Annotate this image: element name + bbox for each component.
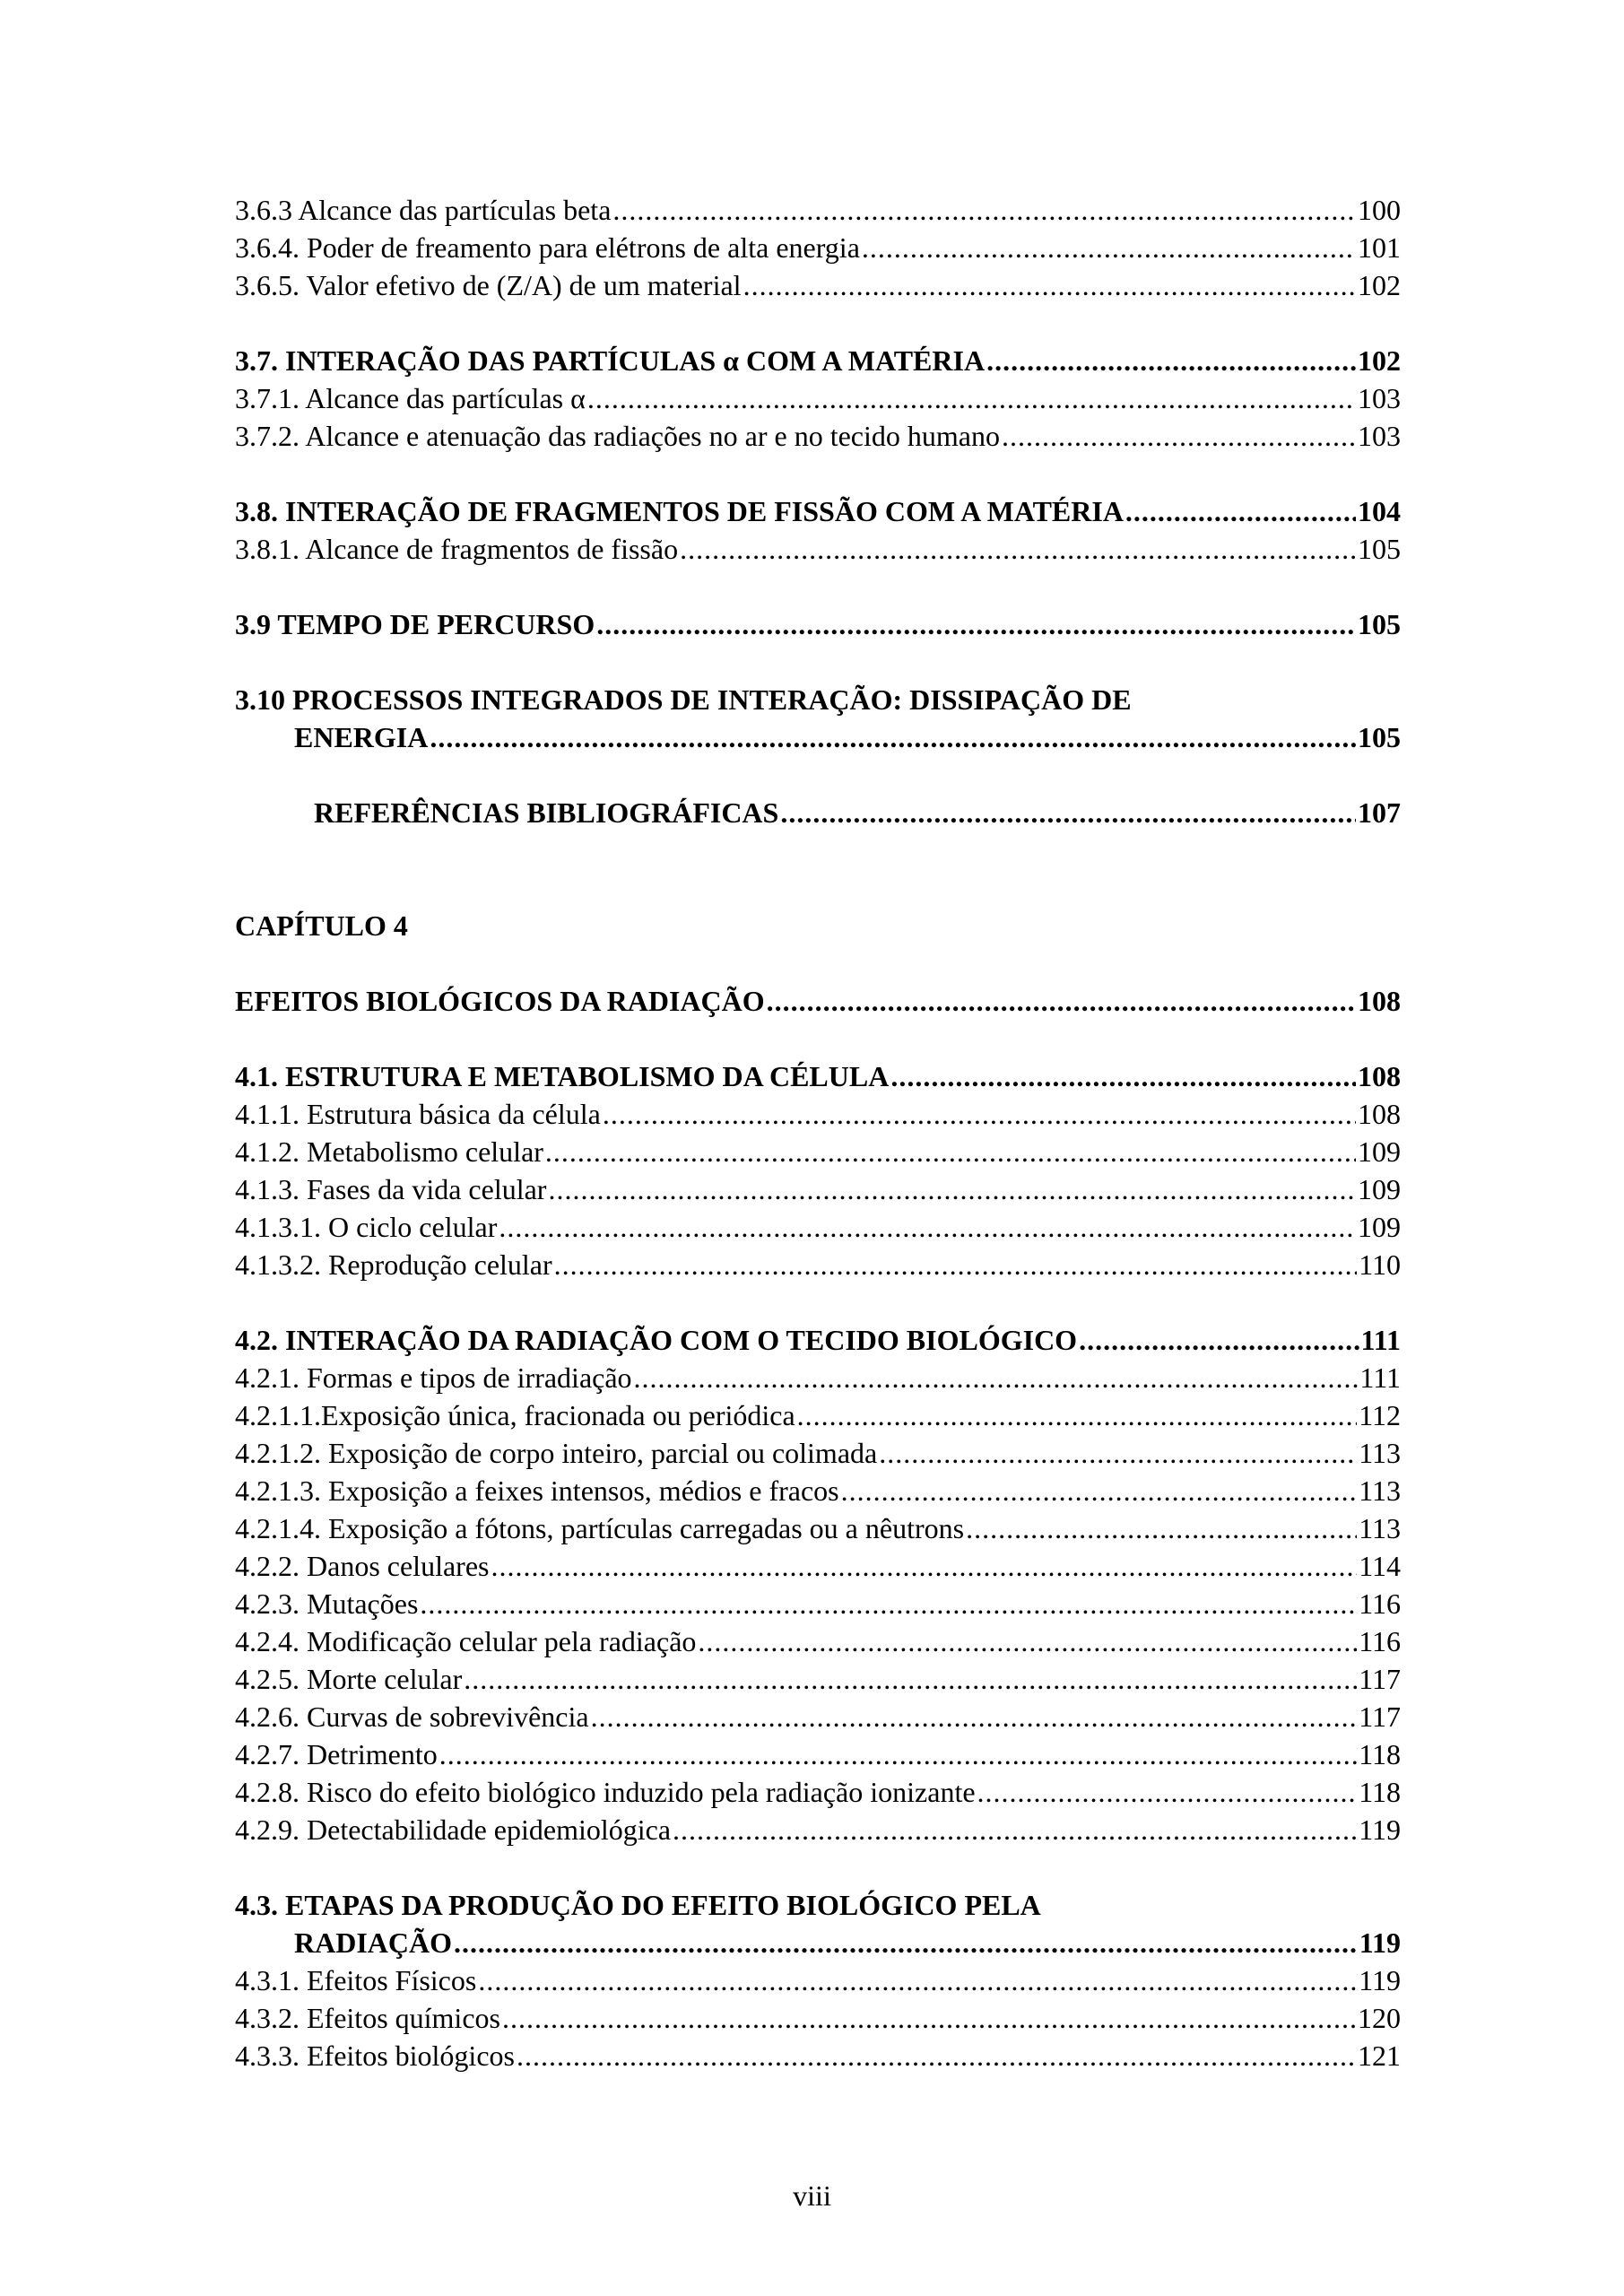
toc-entry-label: 3.7.2. Alcance e atenuação das radiações no ar e no tecido humano — [235, 420, 1000, 452]
dot-leader — [612, 191, 1356, 229]
dot-leader — [698, 1622, 1357, 1660]
toc-section-entry — [235, 1924, 1401, 1961]
toc-entry-page: 108 — [1358, 985, 1401, 1017]
toc-entry-label: 4.2.1. Formas e tipos de irradiação — [235, 1361, 632, 1394]
dot-leader — [841, 1472, 1358, 1509]
spacer — [235, 455, 1401, 492]
toc-entry-page: 119 — [1359, 1926, 1401, 1959]
dot-leader — [797, 1396, 1358, 1434]
toc-entry — [235, 1999, 1401, 2037]
spacer — [235, 1283, 1401, 1321]
toc-section-entry — [235, 718, 1401, 756]
dot-leader — [491, 1547, 1357, 1585]
toc-section-entry — [235, 605, 1401, 643]
dot-leader — [439, 1735, 1357, 1773]
toc-entry — [235, 1095, 1401, 1133]
spacer — [235, 304, 1401, 342]
toc-entry — [235, 1170, 1401, 1208]
toc-entry-label: 3.6.5. Valor efetivo de (Z/A) de um material — [235, 269, 742, 301]
toc-entry — [235, 417, 1401, 455]
toc-entry — [235, 1622, 1401, 1660]
toc-entry-label: EFEITOS BIOLÓGICOS DA RADIAÇÃO — [235, 985, 765, 1017]
toc-entry-page: 113 — [1359, 1437, 1401, 1469]
dot-leader — [680, 530, 1356, 568]
chapter-heading: CAPÍTULO 4 — [235, 909, 408, 942]
dot-leader — [1002, 417, 1356, 455]
toc-entry-page: 109 — [1358, 1135, 1401, 1168]
toc-entry-label: 4.2.5. Morte celular — [235, 1663, 463, 1695]
toc-entry-label: 4.1.2. Metabolismo celular — [235, 1135, 543, 1168]
toc-entry — [235, 1208, 1401, 1246]
dot-leader — [587, 379, 1356, 417]
toc-entry-label: 4.1.3.2. Reprodução celular — [235, 1248, 552, 1281]
toc-entry-label: 4.2.7. Detrimento — [235, 1738, 438, 1770]
toc-section-entry — [235, 492, 1401, 530]
dot-leader — [545, 1133, 1356, 1170]
toc-entry-label: 4.3.3. Efeitos biológicos — [235, 2039, 515, 2072]
toc-entry-page: 108 — [1358, 1060, 1401, 1092]
toc-entry-label: 4.1.3.1. O ciclo celular — [235, 1211, 498, 1243]
toc-entry-page: 109 — [1358, 1173, 1401, 1205]
toc-entry — [235, 1811, 1401, 1848]
toc-entry-page: 105 — [1358, 721, 1401, 753]
spacer — [235, 756, 1401, 794]
toc-entry-label: 3.6.4. Poder de freamento para elétrons de alta energia — [235, 231, 860, 264]
dot-leader — [430, 718, 1356, 756]
toc-entry — [235, 266, 1401, 304]
dot-leader — [767, 982, 1356, 1020]
spacer — [235, 944, 1401, 982]
toc-entry-label: 4.2.1.4. Exposição a fótons, partículas carregadas ou a nêutrons — [235, 1512, 965, 1544]
toc-entry — [235, 1509, 1401, 1547]
dot-leader — [478, 1961, 1357, 1999]
toc-entry-page: 101 — [1358, 231, 1401, 264]
dot-leader — [603, 1095, 1356, 1133]
toc-entry-label: RADIAÇÃO — [294, 1926, 452, 1959]
toc-entry-page: 110 — [1359, 1248, 1401, 1281]
toc-entry-page: 107 — [1358, 796, 1401, 829]
toc-entry-label: ENERGIA — [294, 721, 429, 753]
toc-entry-page: 120 — [1358, 2002, 1401, 2034]
toc-entry-label: 4.2.2. Danos celulares — [235, 1550, 490, 1582]
dot-leader — [502, 1999, 1356, 2037]
dot-leader — [420, 1585, 1357, 1622]
toc-section-heading-line: 4.3. ETAPAS DA PRODUÇÃO DO EFEITO BIOLÓGICO PELA — [235, 1889, 1041, 1921]
toc-entry-page: 114 — [1359, 1550, 1401, 1582]
toc-entry-page: 109 — [1358, 1211, 1401, 1243]
dot-leader — [673, 1811, 1357, 1848]
toc-entry-label: 4.2.4. Modificação celular pela radiação — [235, 1625, 697, 1657]
toc-entry-label: 3.7. INTERAÇÃO DAS PARTÍCULAS α COM A MATÉRIA — [235, 344, 986, 377]
toc-entry — [235, 229, 1401, 266]
dot-leader — [499, 1208, 1356, 1246]
toc-entry-label: 4.3.2. Efeitos químicos — [235, 2002, 500, 2034]
dot-leader — [780, 794, 1356, 831]
toc-entry-page: 100 — [1358, 194, 1401, 226]
toc-entry — [235, 1547, 1401, 1585]
toc-entry-label: 4.2.1.1.Exposição única, fracionada ou periódica — [235, 1399, 795, 1431]
toc-entry — [235, 1735, 1401, 1773]
dot-leader — [986, 342, 1356, 379]
spacer — [235, 831, 1401, 869]
toc-entry-label: 3.9 TEMPO DE PERCURSO — [235, 608, 595, 640]
toc-entry-label: 3.7.1. Alcance das partículas α — [235, 382, 586, 414]
dot-leader — [966, 1509, 1357, 1547]
toc-entry-label: 4.2.1.3. Exposição a feixes intensos, médios e fracos — [235, 1474, 839, 1507]
table-of-contents — [235, 191, 1401, 2074]
dot-leader — [743, 266, 1356, 304]
toc-section-entry — [235, 342, 1401, 379]
toc-entry-page: 105 — [1358, 533, 1401, 565]
toc-entry-label: 4.1. ESTRUTURA E METABOLISMO DA CÉLULA — [235, 1060, 890, 1092]
toc-entry — [235, 530, 1401, 568]
spacer — [235, 1848, 1401, 1886]
dot-leader — [454, 1924, 1358, 1961]
toc-entry — [235, 1660, 1401, 1698]
toc-entry — [235, 1359, 1401, 1396]
toc-entry-label: 4.2.6. Curvas de sobrevivência — [235, 1700, 589, 1733]
toc-entry — [235, 2037, 1401, 2074]
toc-entry-page: 103 — [1358, 382, 1401, 414]
toc-entry — [235, 1133, 1401, 1170]
spacer — [235, 869, 1401, 907]
toc-entry-label: 4.3.1. Efeitos Físicos — [235, 1964, 477, 1996]
toc-entry-page: 119 — [1359, 1964, 1401, 1996]
toc-entry-label: 4.2.3. Mutações — [235, 1587, 419, 1620]
toc-entry-page: 119 — [1359, 1813, 1401, 1846]
spacer — [235, 643, 1401, 681]
dot-leader — [862, 229, 1356, 266]
dot-leader — [591, 1698, 1358, 1735]
toc-entry-page: 112 — [1359, 1399, 1401, 1431]
toc-entry-page: 116 — [1359, 1625, 1401, 1657]
toc-section-heading-line: 3.10 PROCESSOS INTEGRADOS DE INTERAÇÃO: DISSIPAÇÃO DE — [235, 683, 1132, 716]
toc-entry — [235, 1396, 1401, 1434]
page-number: viii — [793, 2179, 831, 2212]
toc-entry-page: 104 — [1358, 495, 1401, 527]
spacer — [235, 1020, 1401, 1057]
dot-leader — [890, 1057, 1356, 1095]
toc-chapter-entry — [235, 982, 1401, 1020]
toc-entry-page: 105 — [1358, 608, 1401, 640]
toc-entry-page: 116 — [1359, 1587, 1401, 1620]
toc-entry-page: 108 — [1358, 1098, 1401, 1130]
toc-entry-label: 4.2.8. Risco do efeito biológico induzido pela radiação ionizante — [235, 1776, 976, 1808]
toc-entry-page: 113 — [1359, 1512, 1401, 1544]
toc-entry-page: 111 — [1360, 1324, 1401, 1356]
toc-entry-page: 118 — [1359, 1738, 1401, 1770]
toc-entry-label: REFERÊNCIAS BIBLIOGRÁFICAS — [314, 796, 779, 829]
toc-entry-label: 4.2.1.2. Exposição de corpo inteiro, parcial ou colimada — [235, 1437, 878, 1469]
toc-entry-page: 102 — [1358, 269, 1401, 301]
toc-entry-label: 4.2. INTERAÇÃO DA RADIAÇÃO COM O TECIDO BIOLÓGICO — [235, 1324, 1078, 1356]
toc-entry — [235, 191, 1401, 229]
toc-entry — [235, 1698, 1401, 1735]
dot-leader — [554, 1246, 1358, 1283]
toc-section-entry — [235, 1057, 1401, 1095]
toc-entry — [235, 1585, 1401, 1622]
dot-leader — [464, 1660, 1357, 1698]
toc-entry-page: 117 — [1359, 1663, 1401, 1695]
dot-leader — [879, 1434, 1357, 1472]
toc-entry-page: 111 — [1359, 1361, 1401, 1394]
toc-entry — [235, 379, 1401, 417]
toc-entry — [235, 1961, 1401, 1999]
toc-entry — [235, 1472, 1401, 1509]
toc-entry-label: 3.8.1. Alcance de fragmentos de fissão — [235, 533, 679, 565]
toc-entry-label: 4.1.3. Fases da vida celular — [235, 1173, 547, 1205]
dot-leader — [634, 1359, 1359, 1396]
toc-entry-label: 4.2.9. Detectabilidade epidemiológica — [235, 1813, 672, 1846]
toc-entry-page: 103 — [1358, 420, 1401, 452]
toc-section-entry — [235, 1321, 1401, 1359]
toc-section-entry — [235, 794, 1401, 831]
dot-leader — [1079, 1321, 1359, 1359]
dot-leader — [1125, 492, 1356, 530]
dot-leader — [517, 2037, 1356, 2074]
toc-entry-label: 4.1.1. Estrutura básica da célula — [235, 1098, 601, 1130]
toc-entry-page: 102 — [1358, 344, 1401, 377]
toc-entry-label: 3.6.3 Alcance das partículas beta — [235, 194, 612, 226]
toc-entry-page: 117 — [1359, 1700, 1401, 1733]
dot-leader — [596, 605, 1356, 643]
toc-entry-page: 118 — [1359, 1776, 1401, 1808]
toc-entry-page: 121 — [1358, 2039, 1401, 2072]
dot-leader — [548, 1170, 1356, 1208]
spacer — [235, 568, 1401, 605]
toc-entry — [235, 1434, 1401, 1472]
toc-entry-label: 3.8. INTERAÇÃO DE FRAGMENTOS DE FISSÃO COM A MATÉRIA — [235, 495, 1124, 527]
dot-leader — [977, 1773, 1358, 1811]
toc-entry — [235, 1773, 1401, 1811]
toc-entry — [235, 1246, 1401, 1283]
toc-entry-page: 113 — [1359, 1474, 1401, 1507]
